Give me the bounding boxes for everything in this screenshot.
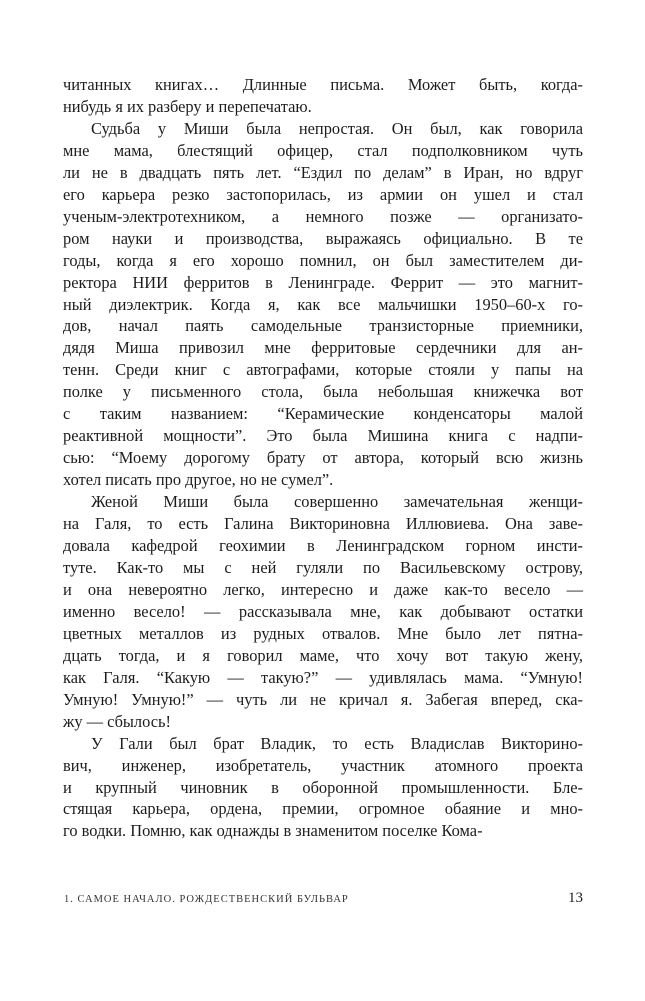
text-line: ром науки и производства, выражаясь официально. В те [63,228,583,248]
text-line: полке у письменного стола, была небольшая книжечка вот [63,382,583,402]
text-line: ректора НИИ ферритов в Ленинграде. Феррит — это магнит- [63,272,583,292]
paragraph [63,118,583,491]
text-line: мне мама, блестящий офицер, стал подполковником чуть [63,140,583,160]
text-line: ученым-электротехником, а немного позже — организато- [63,206,583,226]
text-line: довала кафедрой геохимии в Ленинградском горном инсти- [63,536,583,556]
text-line: читанных книгах… Длинные письма. Может быть, когда- [63,75,583,94]
text-line: хотел писать про другое, но не сумел”. [63,470,334,490]
text-line: с таким названием: “Керамические конденсаторы малой [63,404,583,424]
paragraph [63,491,583,732]
text-line: стящая карьера, ордена, премии, огромное обаяние и мно- [63,799,583,819]
text-line: вич, инженер, изобретатель, участник атомного проекта [63,755,583,775]
text-line: на Галя, то есть Галина Викториновна Иллювиева. Она заве- [63,514,583,534]
text-line: Умную! Умную!” — чуть ли не кричал я. Забегая вперед, ска- [63,689,583,709]
text-line: У Гали был брат Владик, то есть Владислав Викторино- [91,733,583,753]
text-line: и крупный чиновник в оборонной промышленности. Бле- [63,777,583,797]
running-head: 1. САМОЕ НАЧАЛО. РОЖДЕСТВЕНСКИЙ БУЛЬВАР [64,894,349,905]
body-text [63,74,583,842]
text-line: реактивной мощности”. Это была Мишина книга с надпи- [63,426,583,446]
text-line: и она невероятно легко, интересно и даже как-то весело — [63,579,583,599]
text-line: Судьба у Миши была непростая. Он был, как говорила [91,118,583,138]
text-line: именно весело! — рассказывала мне, как добывают остатки [63,601,583,621]
text-line: дядя Миша привозил мне ферритовые сердечники для ан- [63,338,583,358]
text-line: как Галя. “Какую — такую?” — удивлялась мама. “Умную! [63,667,583,687]
text-line: жу — сбылось! [63,711,171,731]
page-number: 13 [568,890,583,906]
paragraph [63,74,583,118]
text-line: туте. Как-то мы с ней гуляли по Васильевскому острову, [63,557,583,577]
page-footer [64,890,583,907]
text-line: дцать тогда, и я говорил маме, что хочу вот такую жену, [63,645,583,665]
text-line: сью: “Моему дорогому брату от автора, который всю жизнь [63,448,583,468]
text-line: тенн. Среди книг с автографами, которые стояли у папы на [63,360,583,380]
text-line: нибудь я их разберу и перепечатаю. [63,96,312,116]
text-line: его карьера резко застопорилась, из армии он ушел и стал [63,184,583,204]
text-line: ли не в двадцать пять лет. “Ездил по делам” в Иран, но вдруг [63,162,583,182]
text-line: Женой Миши была совершенно замечательная женщи- [91,492,583,512]
text-line: дов, начал паять самодельные транзисторные приемники, [63,316,583,336]
paragraph [63,733,583,843]
text-line: годы, когда я его хорошо помнил, он был заместителем ди- [63,250,583,270]
text-line: ный диэлектрик. Когда я, как все мальчишки 1950–60-х го- [63,294,583,314]
text-line: го водки. Помню, как однажды в знаменитом поселке Кома- [63,821,483,841]
text-line: цветных металлов из рудных отвалов. Мне было лет пятна- [63,623,583,643]
